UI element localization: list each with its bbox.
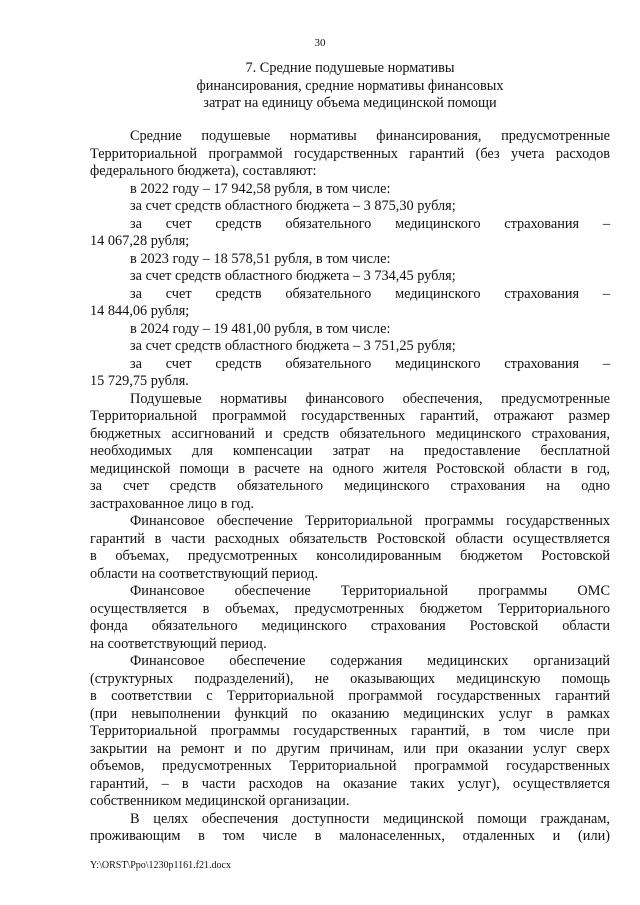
text-line: 14 844,06 рубля; <box>90 303 190 319</box>
document-body <box>90 128 610 846</box>
text-line: за счет средств областного бюджета – 3 875,30 рубля; <box>130 198 456 214</box>
text-line: на соответствующий период. <box>90 635 267 652</box>
text-line: Финансовое обеспечение Территориальной программы государственных <box>130 513 610 529</box>
text-line: за счет средств областного бюджета – 3 734,45 рубля; <box>130 268 456 284</box>
text-line: Финансовое обеспечение Территориальной программы ОМС <box>130 583 610 599</box>
text-line: в 2024 году – 19 481,00 рубля, в том числе: <box>130 320 391 337</box>
text-line: 14 067,28 рубля; <box>90 233 190 249</box>
section-heading <box>90 60 610 113</box>
text-line: осуществляется в объемах, предусмотренных бюджетом Территориального <box>90 600 610 617</box>
text-line: бюджетных ассигнований и средств обязательного медицинского страхования, <box>90 425 610 442</box>
text-line: закрытии на ремонт и по другим причинам, или при оказании услуг сверх <box>90 740 610 757</box>
text-line: в 2023 году – 18 578,51 рубля, в том числе: <box>130 250 391 267</box>
text-line: медицинской помощи в расчете на одного жителя Ростовской области в год, <box>90 460 610 477</box>
text-line: (при невыполнении функций по оказанию медицинских услуг в рамках <box>90 705 610 722</box>
text-line: 15 729,75 рубля. <box>90 373 189 389</box>
text-line: Средние подушевые нормативы финансирования, предусмотренные <box>130 128 610 144</box>
text-line: в 2022 году – 17 942,58 рубля, в том числе: <box>130 180 391 197</box>
text-line: за счет средств областного бюджета – 3 751,25 рубля; <box>130 338 456 354</box>
text-line: федерального бюджета), составляют: <box>90 163 317 179</box>
text-line: Территориальной программой государственных гарантий (без учета расходов <box>90 145 610 162</box>
text-line: проживающим в том числе в малонаселенных, отдаленных и (или) <box>90 828 610 844</box>
text-line: В целях обеспечения доступности медицинской помощи гражданам, <box>130 810 610 827</box>
text-line: Подушевые нормативы финансового обеспечения, предусмотренные <box>130 390 610 407</box>
text-line: гарантий в части расходных обязательств Ростовской области осуществляется <box>90 530 610 547</box>
text-line: за счет средств обязательного медицинского страхования – <box>130 355 610 372</box>
text-line: Территориальной программой государственных гарантий, отражают размер <box>90 408 610 424</box>
text-line: собственником медицинской организации. <box>90 793 350 809</box>
text-line: застрахованное лицо в год. <box>90 495 255 512</box>
heading-line: 7. Средние подушевые нормативы <box>245 60 455 76</box>
text-line: фонда обязательного медицинского страхования Ростовской области <box>90 618 610 634</box>
text-line: необходимых для компенсации затрат на предоставление бесплатной <box>90 443 610 459</box>
text-line: в объемах, предусмотренных консолидированным бюджетом Ростовской <box>90 548 610 564</box>
file-path-footer: Y:\ORST\Ppo\1230p1161.f21.docx <box>90 860 231 871</box>
text-line: объемов, предусмотренных Территориальной программой государственных <box>90 758 610 774</box>
text-line: за счет средств обязательного медицинского страхования – <box>130 285 610 302</box>
text-line: за счет средств обязательного медицинского страхования – <box>130 215 610 232</box>
text-line: за счет средств обязательного медицинского страхования на одно <box>90 478 610 494</box>
heading-line: финансирования, средние нормативы финансовых <box>196 77 504 94</box>
text-line: гарантий, – в части расходов на оказание таких услуг), осуществляется <box>90 775 610 792</box>
heading-line: затрат на единицу объема медицинской помощи <box>203 95 497 111</box>
text-line: в соответствии с Территориальной программой государственных гарантий <box>90 688 610 704</box>
text-line: области на соответствующий период. <box>90 565 319 582</box>
text-line: Финансовое обеспечение содержания медицинских организаций <box>130 653 610 669</box>
page-number: 30 <box>314 37 326 49</box>
text-line: Территориальной программы государственных гарантий, в том числе при <box>90 723 610 739</box>
text-line: (структурных подразделений), не оказывающих медицинскую помощь <box>90 670 610 687</box>
